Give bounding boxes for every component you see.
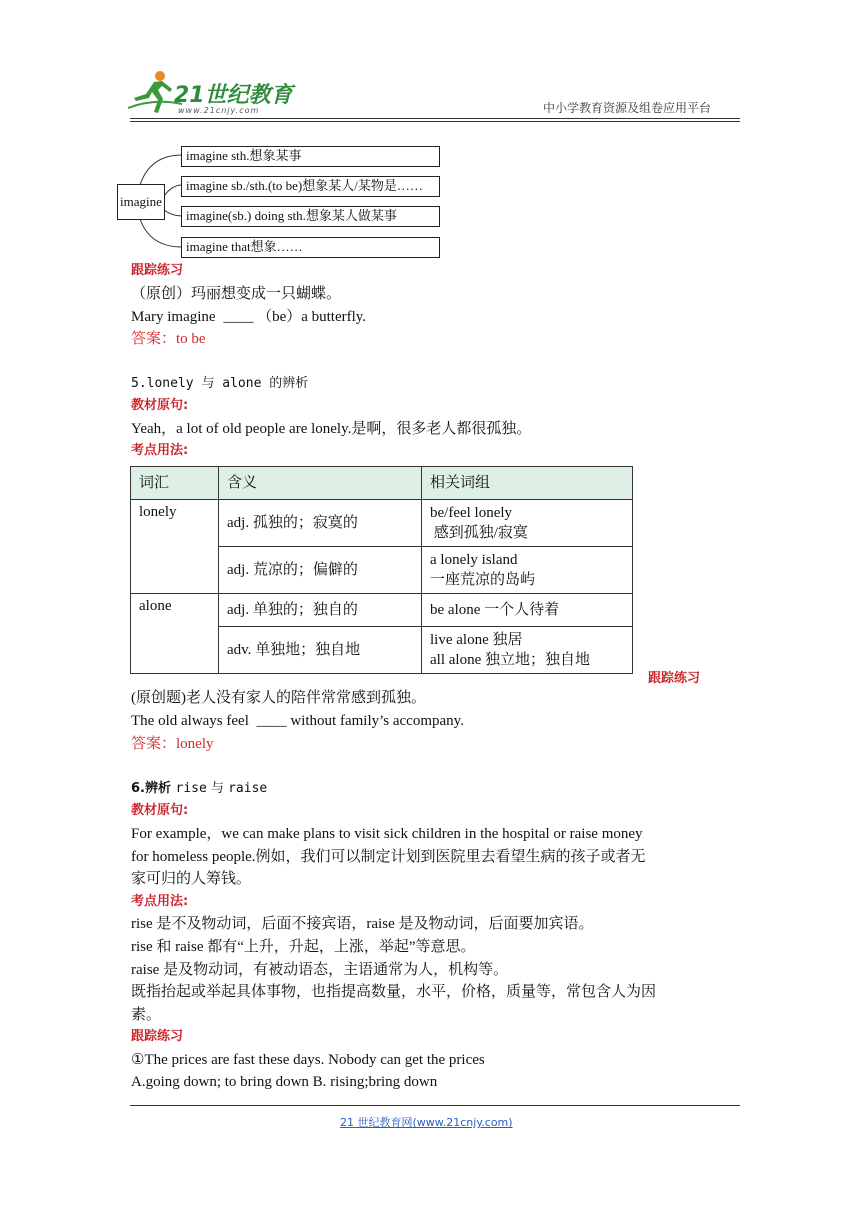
- section-title-num: 6.辨析: [131, 781, 176, 796]
- footer-link[interactable]: 21 世纪教育网(www.21cnjy.com): [340, 1116, 513, 1129]
- diagram-root: imagine: [117, 184, 165, 220]
- orig-heading-6: 教材原句:: [131, 803, 189, 818]
- table-cell-word: lonely: [131, 500, 219, 594]
- platform-name: 中小学教育资源及组卷应用平台: [543, 101, 712, 115]
- orig-heading-5: 教材原句:: [131, 398, 189, 413]
- vocab-table: [130, 466, 633, 674]
- section-title-5: 5.lonely 与 alone 的辨析: [131, 376, 309, 391]
- usage-line: rise 和 raise 都有“上升，升起，上涨，举起”等意思。: [131, 939, 476, 955]
- phrase-line: all alone 独立地；独自地: [430, 652, 590, 668]
- logo-url: www.21cnjy.com: [178, 106, 260, 115]
- logo-text: 21世纪教育: [174, 83, 293, 108]
- answer-4: 答案：to be: [131, 331, 206, 347]
- table-row: [131, 594, 633, 627]
- orig-sentence-6-line: For example，we can make plans to visit sick children in the hospital or raise money: [131, 826, 643, 842]
- question-text-before: The old always feel: [131, 713, 253, 729]
- answer-blank: ____: [256, 713, 287, 729]
- table-cell-word: alone: [131, 594, 219, 674]
- section-title-mid: 与: [206, 781, 229, 796]
- table-header-cell: 词汇: [131, 467, 219, 500]
- table-header-cell: 相关词组: [422, 467, 633, 500]
- table-cell-phrase: [422, 500, 633, 547]
- phrase-line: live alone 独居: [430, 632, 523, 648]
- usage-line: rise 是不及物动词，后面不接宾语，raise 是及物动词，后面要加宾语。: [131, 916, 594, 932]
- answer-blank: ____: [223, 309, 254, 325]
- table-row: [131, 500, 633, 547]
- table-cell-meaning: adv. 单独地；独自地: [219, 627, 422, 674]
- usage-line: raise 是及物动词，有被动语态，主语通常为人，机构等。: [131, 962, 509, 978]
- practice-heading-4: 跟踪练习: [131, 263, 184, 278]
- phrase-line: 一座荒凉的岛屿: [430, 572, 536, 588]
- practice-question-en-5: [131, 711, 464, 731]
- table-header-row: [131, 467, 633, 500]
- table-header-cell: 含义: [219, 467, 422, 500]
- table-cell-meaning: adj. 孤独的；寂寞的: [219, 500, 422, 547]
- practice-question-en-4: [131, 307, 366, 327]
- table-cell-phrase: [422, 547, 633, 594]
- usage-line: 素。: [131, 1007, 162, 1023]
- orig-sentence-5: Yeah，a lot of old people are lonely.是啊，很多老人都很孤独。: [131, 421, 532, 437]
- table-cell-phrase: be alone 一个人待着: [422, 594, 633, 627]
- practice-options-6: A.going down; to bring down B. rising;bring down: [131, 1074, 438, 1090]
- section-title-word: rise: [175, 781, 207, 796]
- practice-question-cn-4: （原创）玛丽想变成一只蝴蝶。: [131, 286, 342, 302]
- question-text-after: （be）a butterfly.: [257, 309, 367, 325]
- usage-line: 既指抬起或举起具体事物，也指提高数量，水平，价格，质量等，常包含人为因: [131, 984, 657, 1000]
- section-title-6: [131, 779, 267, 799]
- table-cell-meaning: adj. 荒凉的；偏僻的: [219, 547, 422, 594]
- question-text-after: without family’s accompany.: [290, 713, 464, 729]
- phrase-line: 感到孤独/寂寞: [430, 525, 528, 541]
- usage-heading-6: 考点用法:: [131, 894, 189, 909]
- table-cell-meaning: adj. 单独的；独自的: [219, 594, 422, 627]
- answer-5: 答案：lonely: [131, 736, 214, 752]
- phrase-line: be/feel lonely: [430, 505, 513, 521]
- diagram-connectors: [0, 0, 860, 270]
- diagram-branch-1: imagine sth.想象某事: [181, 146, 440, 167]
- diagram-branch-2: imagine sb./sth.(to be)想象某人/某物是……: [181, 176, 440, 197]
- diagram-branch-3: imagine(sb.) doing sth.想象某人做某事: [181, 206, 440, 227]
- practice-heading-6: 跟踪练习: [131, 1029, 184, 1044]
- practice-question-cn-5: (原创题)老人没有家人的陪伴常常感到孤独。: [131, 690, 426, 706]
- practice-question-6: ①The prices are fast these days. Nobody can get the prices: [131, 1052, 485, 1068]
- usage-heading-5: 考点用法:: [131, 443, 189, 458]
- diagram-branch-4: imagine that想象……: [181, 237, 440, 258]
- phrase-line: a lonely island: [430, 552, 518, 568]
- section-title-word: raise: [228, 781, 268, 796]
- question-text-before: Mary imagine: [131, 309, 220, 325]
- table-cell-phrase: [422, 627, 633, 674]
- orig-sentence-6-line: for homeless people.例如，我们可以制定计划到医院里去看望生病的孩子或者无: [131, 849, 646, 865]
- practice-heading-5: 跟踪练习: [648, 671, 701, 686]
- orig-sentence-6-line: 家可归的人筹钱。: [131, 871, 252, 887]
- footer-divider: [130, 1105, 740, 1106]
